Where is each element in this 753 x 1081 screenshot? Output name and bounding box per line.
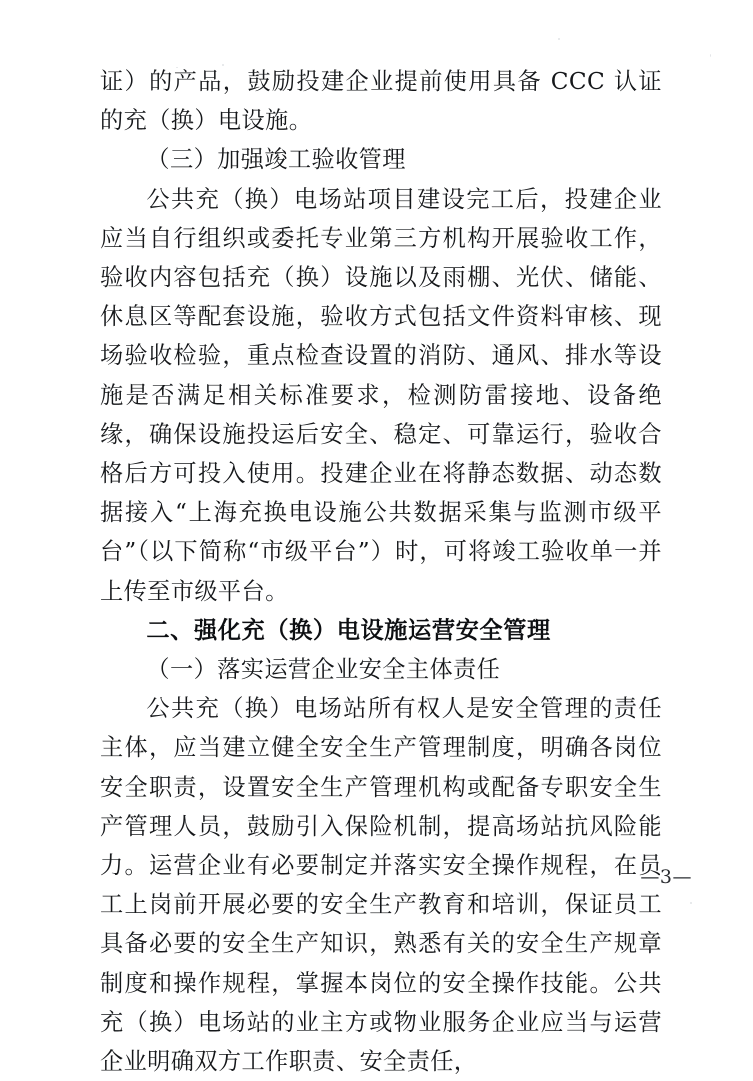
- subheading-three-completion-acceptance: （三）加强竣工验收管理: [146, 146, 406, 174]
- scan-speckle: [558, 38, 560, 40]
- scan-speckle: [710, 54, 711, 57]
- section-heading-two-operation-safety: 二、强化充（换）电设施运营安全管理: [146, 616, 551, 644]
- page-number-footer: —3—: [640, 866, 692, 888]
- document-body: [100, 62, 662, 1081]
- paragraph-continued-product-ccc: 证）的产品，鼓励投建企业提前使用具备 CCC 认证的充（换）电设施。: [100, 68, 662, 135]
- scan-speckle: [690, 902, 692, 904]
- paragraph-safety-responsibility: 公共充（换）电场站所有权人是安全管理的责任主体，应当建立健全安全生产管理制度，明确各岗位安全职责，设置安全生产管理机构或配备专职安全生产管理人员，鼓励引入保险机制，提高场站抗风险能力。运营企业有必要制定并落实安全操作规程，在员工上岗前开展必要的安全生产教育和培训，保证员工具备必要的安全生产知识，熟悉有关的安全生产规章制度和操作规程，掌握本岗位的安全操作技能。公共充（换）电场站的业主方或物业服务企业应当与运营企业明确双方工作职责、安全责任，: [100, 695, 662, 1076]
- subheading-one-operator-safety-responsibility: （一）落实运营企业安全主体责任: [146, 656, 501, 684]
- scan-speckle: [176, 67, 178, 68]
- paragraph-acceptance-management: 公共充（换）电场站项目建设完工后，投建企业应当自行组织或委托专业第三方机构开展验收工作，验收内容包括充（换）设施以及雨棚、光伏、储能、休息区等配套设施，验收方式包括文件资料审核、现场验收检验，重点检查设置的消防、通风、排水等设施是否满足相关标准要求，检测防雷接地、设备绝缘，确保设施投运后安全、稳定、可靠运行，验收合格后方可投入使用。投建企业在将静态数据、动态数据接入“上海充换电设施公共数据采集与监测市级平台”（以下简称“市级平台”）时，可将竣工验收单一并上传至市级平台。: [100, 185, 662, 605]
- scan-speckle: [222, 64, 224, 66]
